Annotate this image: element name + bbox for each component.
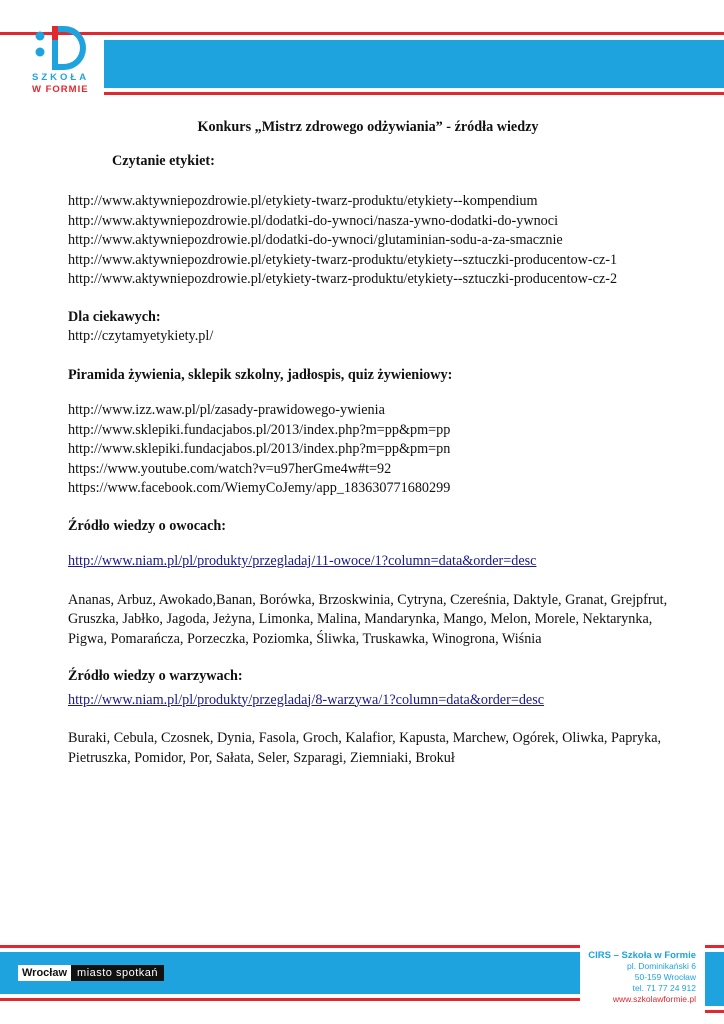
heading-czytanie-etykiet: Czytanie etykiet: [112, 152, 215, 169]
footer-phone: tel. 71 77 24 912 [632, 983, 696, 993]
footer-red-line-top [0, 945, 580, 948]
wroclaw-logo [18, 965, 164, 981]
heading-warzywa: Źródło wiedzy o warzywach: [68, 668, 243, 684]
fruit-source-link[interactable]: http://www.niam.pl/pl/produkty/przegladaj/11-owoce/1?column=data&order=desc [68, 553, 537, 569]
footer-city: 50-159 Wrocław [634, 972, 696, 982]
footer-website[interactable]: www.szkolawformie.pl [612, 994, 696, 1004]
url-text: http://www.aktywniepozdrowie.pl/etykiety-twarz-produktu/etykiety--sztuczki-producentow-cz-1 [68, 251, 618, 268]
footer-red-line-bottom [0, 998, 580, 1001]
nutrition-links-list [68, 401, 668, 499]
url-text: http://www.aktywniepozdrowie.pl/dodatki-do-ywnoci/glutaminian-sodu-a-za-smacznie [68, 232, 563, 248]
url-text: https://www.youtube.com/watch?v=u97herGme4w#t=92 [68, 460, 392, 477]
vegetable-source-link[interactable]: http://www.niam.pl/pl/produkty/przegladaj/8-warzywa/1?column=data&order=desc [68, 691, 545, 708]
url-text: http://www.izz.waw.pl/pl/zasady-prawidowego-ywienia [68, 402, 385, 418]
footer-right-red-line-bottom [705, 1010, 724, 1013]
url-text: http://www.aktywniepozdrowie.pl/etykiety-twarz-produktu/etykiety--kompendium [68, 193, 538, 209]
footer-org-name: CIRS – Szkoła w Formie [588, 950, 696, 961]
url-text: http://www.aktywniepozdrowie.pl/dodatki-do-ywnoci/nasza-ywno-dodatki-do-ywnoci [68, 212, 559, 229]
url-text: http://www.sklepiki.fundacjabos.pl/2013/index.php?m=pp&pm=pp [68, 421, 451, 438]
footer-address [588, 950, 696, 1005]
fruit-list-text: Ananas, Arbuz, Awokado,Banan, Borówka, Brzoskwinia, Cytryna, Czereśnia, Daktyle, Granat, Grejpfrut, Gruszka, Jabłko, Jagoda, Jeżyna, Limonka, Malina, Mandarynka, Mango, Melon, Morele, Nektarynka, Pigwa, Pomarańcza, Porzeczka, Poziomka, Śliwka, Truskawka, Winogrona, Wiśnia [68, 591, 668, 647]
footer-street: pl. Dominikański 6 [627, 961, 696, 971]
url-text: http://www.aktywniepozdrowie.pl/etykiety-twarz-produktu/etykiety--sztuczki-producentow-cz-2 [68, 271, 618, 287]
wroclaw-word: Wrocław [18, 965, 71, 981]
document-title: Konkurs „Mistrz zdrowego odżywiania” - źródła wiedzy [197, 119, 539, 135]
url-text: https://www.facebook.com/WiemyCoJemy/app_183630771680299 [68, 480, 451, 496]
footer-right-blue-bar [705, 952, 724, 1006]
footer-right-red-line-top [705, 945, 724, 948]
heading-owoce: Źródło wiedzy o owocach: [68, 517, 227, 534]
wroclaw-slogan: miasto spotkań [71, 965, 164, 981]
header-red-line-bottom [104, 92, 724, 95]
logo-text-line2: W FORMIE [32, 84, 89, 95]
header-red-line-top [0, 32, 724, 35]
vegetable-list-text: Buraki, Cebula, Czosnek, Dynia, Fasola, Groch, Kalafior, Kapusta, Marchew, Ogórek, Oliwka, Papryka, Pietruszka, Pomidor, Por, Sałata, Seler, Szparagi, Ziemniaki, Brokuł [68, 730, 662, 766]
document-body [68, 118, 668, 768]
logo-text-line1: SZKOŁA [32, 72, 90, 83]
heading-dla-ciekawych: Dla ciekawych: [68, 308, 161, 325]
url-text: http://czytamyetykiety.pl/ [68, 328, 214, 344]
label-links-list [68, 192, 668, 290]
header-blue-bar [104, 40, 724, 88]
url-text: http://www.sklepiki.fundacjabos.pl/2013/index.php?m=pp&pm=pn [68, 441, 451, 457]
heading-piramida-zywienia: Piramida żywienia, sklepik szkolny, jadłospis, quiz żywieniowy: [68, 366, 453, 383]
